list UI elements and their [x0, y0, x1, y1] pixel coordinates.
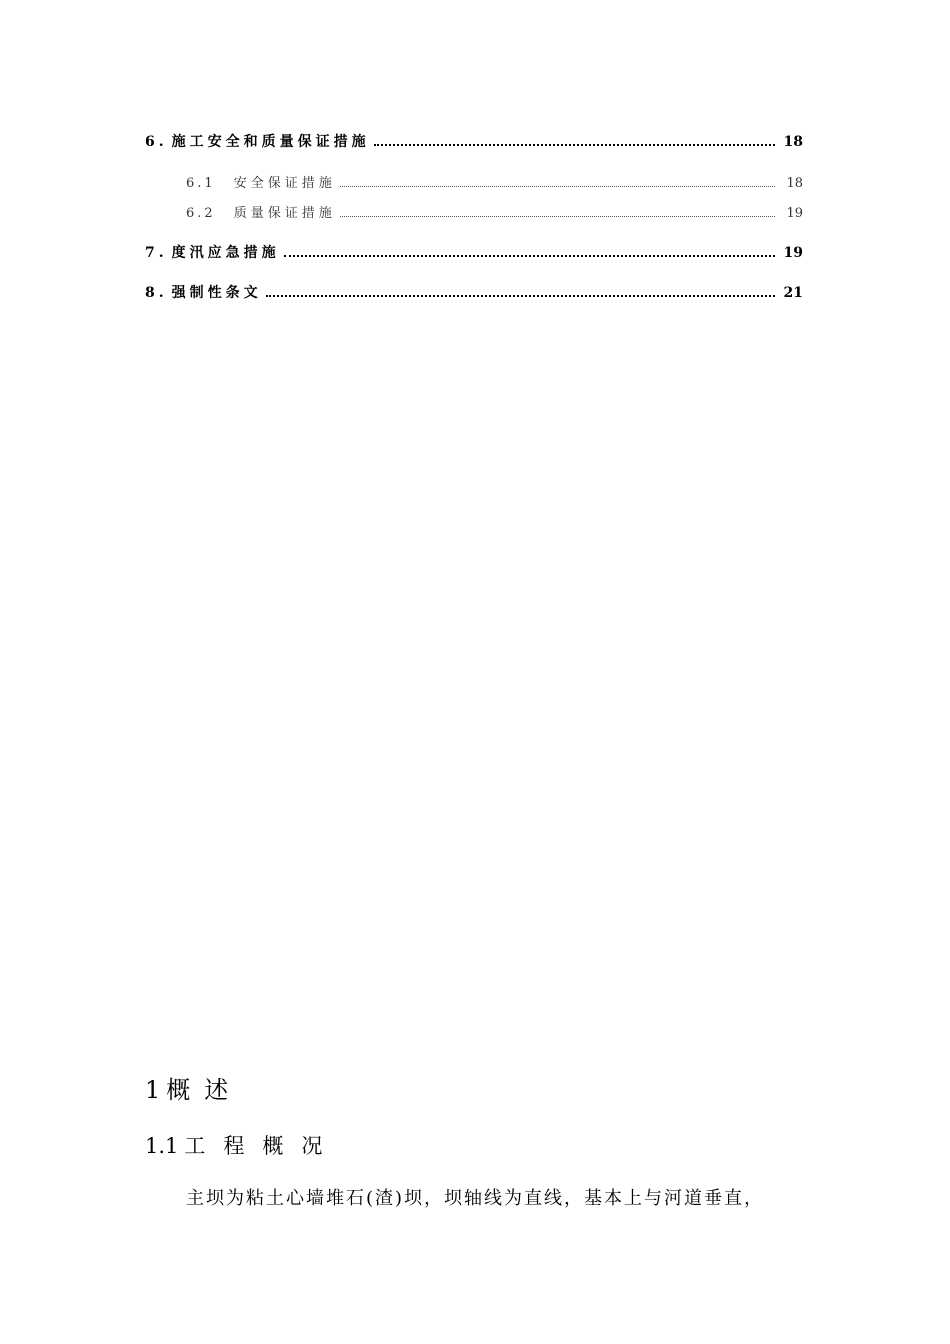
toc-page-number: 19 [786, 206, 803, 221]
toc-entry-title [145, 282, 262, 302]
toc-entry-label: 安全保证措施 [233, 176, 336, 191]
toc-entry-number: 6.1 [186, 176, 216, 191]
toc-entry-number: 6.2 [186, 206, 216, 221]
toc-leader-dots [340, 216, 775, 217]
toc-page-number: 19 [783, 245, 803, 261]
toc-page-number: 18 [783, 134, 803, 150]
toc-leader-dots [266, 295, 775, 297]
toc-leader-dots [374, 144, 775, 146]
toc-page-number: 18 [786, 176, 803, 191]
toc-entry-title [186, 172, 336, 191]
toc-entry-label: 度汛应急措施 [171, 245, 280, 261]
toc-entry-number: 6. [145, 134, 168, 150]
toc-entry-number: 7. [145, 245, 168, 261]
section-number: 1.1 [145, 1134, 179, 1158]
toc-entry-title [145, 131, 370, 151]
chapter-heading [145, 1070, 242, 1105]
toc-leader-dots [284, 255, 775, 257]
toc-entry-label: 强制性条文 [171, 285, 262, 301]
toc-entry-title [145, 242, 280, 262]
chapter-title: 概述 [166, 1076, 243, 1104]
toc-entry-6-1[interactable] [186, 172, 803, 191]
toc-page-number: 21 [783, 285, 803, 301]
toc-entry-6-2[interactable] [186, 202, 803, 221]
toc-entry-label: 质量保证措施 [233, 206, 336, 221]
body-paragraph: 主坝为粘土心墙堆石(渣)坝，坝轴线为直线，基本上与河道垂直， [186, 1188, 765, 1209]
section-title: 工程概况 [184, 1134, 341, 1158]
toc-entry-title [186, 202, 336, 221]
toc-entry-6[interactable] [145, 131, 803, 151]
toc-entry-number: 8. [145, 285, 168, 301]
chapter-number: 1 [145, 1076, 163, 1104]
toc-entry-8[interactable] [145, 282, 803, 302]
toc-leader-dots [340, 186, 775, 187]
toc-entry-label: 施工安全和质量保证措施 [171, 134, 370, 150]
toc-entry-7[interactable] [145, 242, 803, 262]
section-heading [145, 1130, 340, 1160]
